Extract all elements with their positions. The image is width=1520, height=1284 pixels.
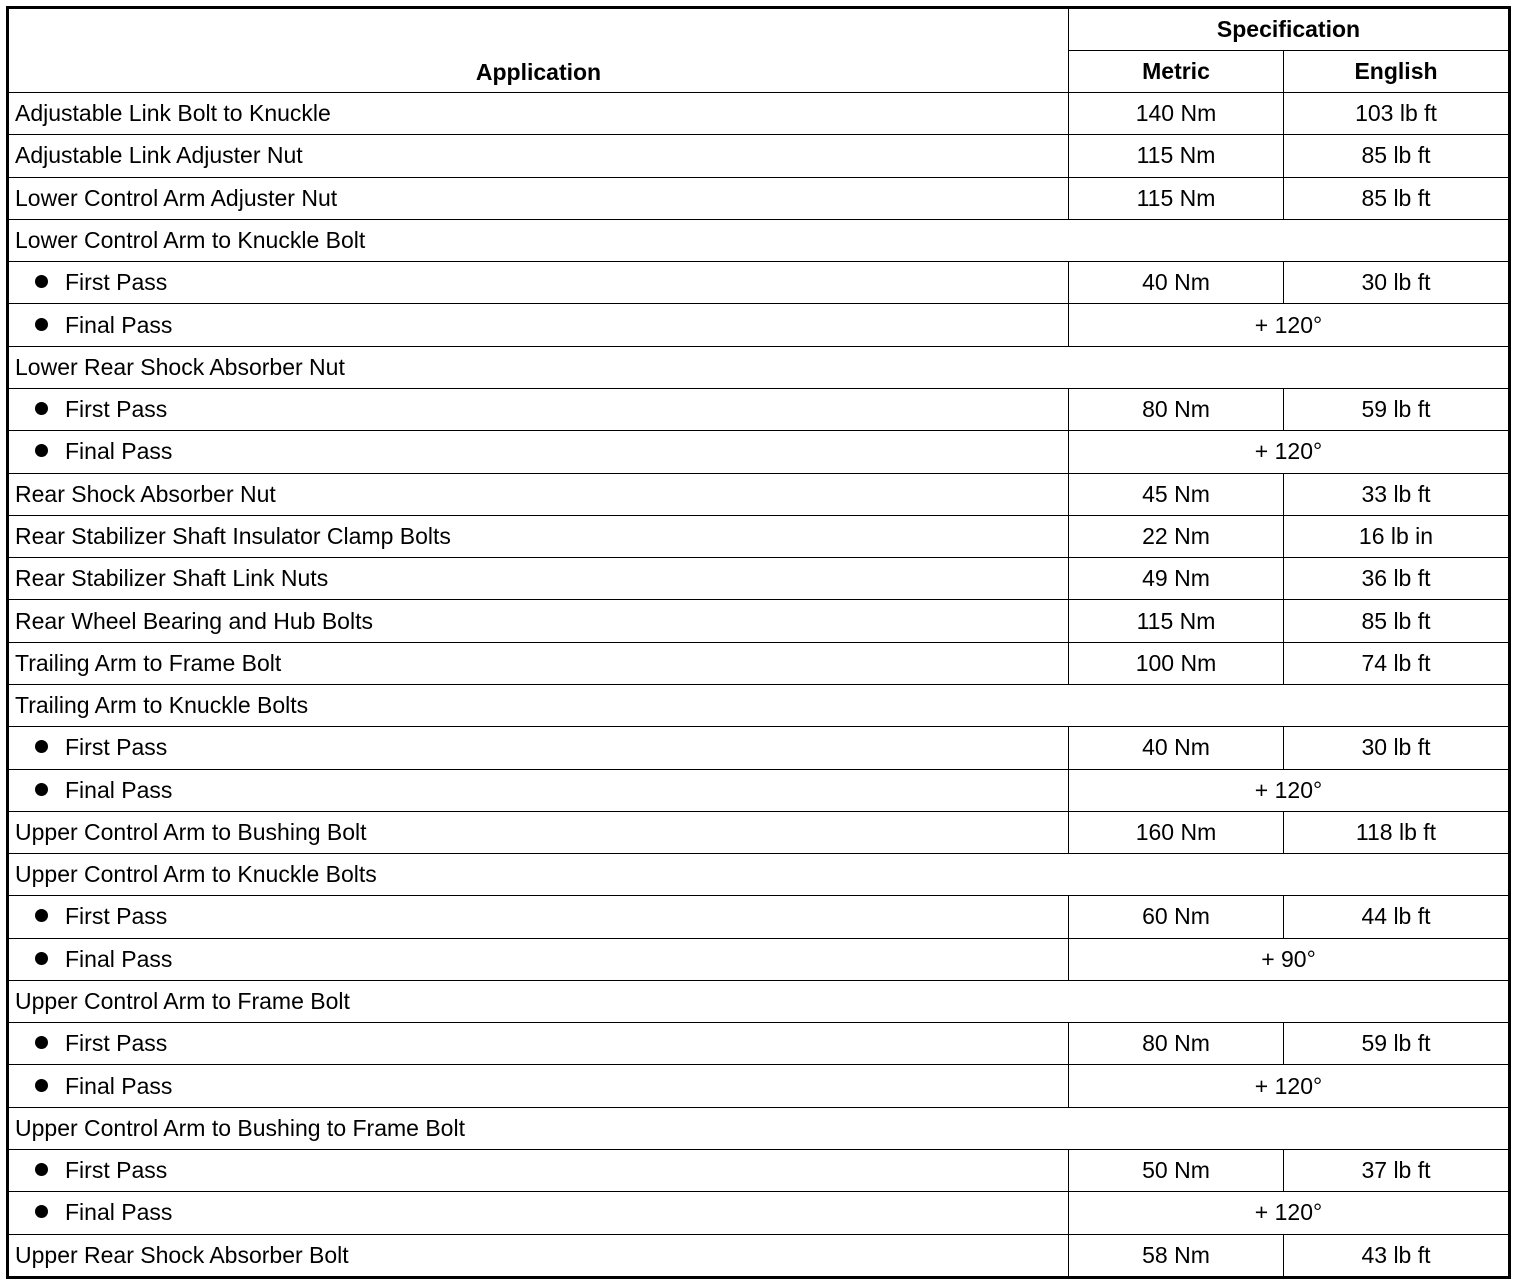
- table-row: [8, 980, 1510, 1022]
- sub-step-label-cell: [8, 727, 1069, 769]
- table-row: [8, 346, 1510, 388]
- table-row: [8, 219, 1510, 261]
- english-value: 74 lb ft: [1284, 642, 1510, 684]
- sub-step-label: First Pass: [65, 269, 168, 296]
- metric-value: 100 Nm: [1069, 642, 1284, 684]
- english-value: 85 lb ft: [1284, 177, 1510, 219]
- metric-value: 80 Nm: [1069, 1023, 1284, 1065]
- metric-value: 60 Nm: [1069, 896, 1284, 938]
- sub-step-label: Final Pass: [65, 1072, 173, 1099]
- bullet-icon: [35, 952, 48, 965]
- metric-value: 22 Nm: [1069, 515, 1284, 557]
- application-label: Adjustable Link Adjuster Nut: [8, 135, 1069, 177]
- table-row: [8, 304, 1510, 346]
- section-label: Lower Rear Shock Absorber Nut: [8, 346, 1510, 388]
- sub-step-label-cell: [8, 1192, 1069, 1234]
- english-value: 85 lb ft: [1284, 600, 1510, 642]
- metric-value: 115 Nm: [1069, 177, 1284, 219]
- table-row: [8, 515, 1510, 557]
- specification-header: Specification: [1069, 8, 1510, 51]
- sub-step-label: Final Pass: [65, 1199, 173, 1226]
- metric-value: 50 Nm: [1069, 1150, 1284, 1192]
- angle-value: + 120°: [1069, 304, 1510, 346]
- bullet-icon: [35, 1079, 48, 1092]
- application-label: Trailing Arm to Frame Bolt: [8, 642, 1069, 684]
- english-value: 37 lb ft: [1284, 1150, 1510, 1192]
- application-label: Rear Stabilizer Shaft Link Nuts: [8, 558, 1069, 600]
- english-value: 30 lb ft: [1284, 727, 1510, 769]
- bullet-icon: [35, 740, 48, 753]
- sub-step-label-cell: [8, 769, 1069, 811]
- english-value: 85 lb ft: [1284, 135, 1510, 177]
- sub-step-label-cell: [8, 1065, 1069, 1107]
- application-header: Application: [8, 8, 1069, 93]
- metric-value: 40 Nm: [1069, 262, 1284, 304]
- metric-value: 45 Nm: [1069, 473, 1284, 515]
- metric-value: 115 Nm: [1069, 600, 1284, 642]
- bullet-icon: [35, 1205, 48, 1218]
- bullet-icon: [35, 318, 48, 331]
- table-row: [8, 1065, 1510, 1107]
- bullet-icon: [35, 1036, 48, 1049]
- torque-specification-table: [6, 6, 1511, 1279]
- metric-value: 140 Nm: [1069, 93, 1284, 135]
- metric-value: 160 Nm: [1069, 811, 1284, 853]
- table-row: [8, 177, 1510, 219]
- english-value: 103 lb ft: [1284, 93, 1510, 135]
- sub-step-label-cell: [8, 896, 1069, 938]
- table-row: [8, 262, 1510, 304]
- english-value: 36 lb ft: [1284, 558, 1510, 600]
- angle-value: + 120°: [1069, 1065, 1510, 1107]
- sub-step-label-cell: [8, 938, 1069, 980]
- table-row: [8, 1107, 1510, 1149]
- bullet-icon: [35, 275, 48, 288]
- table-row: [8, 642, 1510, 684]
- table-row: [8, 93, 1510, 135]
- table-row: [8, 811, 1510, 853]
- table-row: [8, 1234, 1510, 1277]
- english-value: 44 lb ft: [1284, 896, 1510, 938]
- table-row: [8, 473, 1510, 515]
- sub-step-label-cell: [8, 1023, 1069, 1065]
- table-row: [8, 431, 1510, 473]
- sub-step-label-cell: [8, 262, 1069, 304]
- table-row: [8, 1023, 1510, 1065]
- table-row: [8, 558, 1510, 600]
- sub-step-label: First Pass: [65, 1030, 168, 1057]
- table-row: [8, 727, 1510, 769]
- application-label: Rear Stabilizer Shaft Insulator Clamp Bolts: [8, 515, 1069, 557]
- english-value: 59 lb ft: [1284, 388, 1510, 430]
- metric-value: 40 Nm: [1069, 727, 1284, 769]
- sub-step-label: First Pass: [65, 1157, 168, 1184]
- table-body: [8, 93, 1510, 1278]
- metric-value: 115 Nm: [1069, 135, 1284, 177]
- table-row: [8, 938, 1510, 980]
- table-header: [8, 8, 1510, 93]
- table-row: [8, 388, 1510, 430]
- sub-step-label: Final Pass: [65, 438, 173, 465]
- metric-value: 58 Nm: [1069, 1234, 1284, 1277]
- angle-value: + 90°: [1069, 938, 1510, 980]
- sub-step-label: Final Pass: [65, 311, 173, 338]
- angle-value: + 120°: [1069, 431, 1510, 473]
- bullet-icon: [35, 783, 48, 796]
- section-label: Lower Control Arm to Knuckle Bolt: [8, 219, 1510, 261]
- english-header: English: [1284, 51, 1510, 93]
- bullet-icon: [35, 444, 48, 457]
- sub-step-label: Final Pass: [65, 776, 173, 803]
- table-row: [8, 1150, 1510, 1192]
- sub-step-label-cell: [8, 1150, 1069, 1192]
- table-row: [8, 854, 1510, 896]
- section-label: Upper Control Arm to Frame Bolt: [8, 980, 1510, 1022]
- section-label: Upper Control Arm to Knuckle Bolts: [8, 854, 1510, 896]
- section-label: Trailing Arm to Knuckle Bolts: [8, 684, 1510, 726]
- bullet-icon: [35, 402, 48, 415]
- sub-step-label: Final Pass: [65, 945, 173, 972]
- table-row: [8, 684, 1510, 726]
- english-value: 16 lb in: [1284, 515, 1510, 557]
- sub-step-label-cell: [8, 388, 1069, 430]
- angle-value: + 120°: [1069, 769, 1510, 811]
- metric-header: Metric: [1069, 51, 1284, 93]
- english-value: 118 lb ft: [1284, 811, 1510, 853]
- application-label: Rear Wheel Bearing and Hub Bolts: [8, 600, 1069, 642]
- english-value: 33 lb ft: [1284, 473, 1510, 515]
- sub-step-label: First Pass: [65, 903, 168, 930]
- table-row: [8, 1192, 1510, 1234]
- angle-value: + 120°: [1069, 1192, 1510, 1234]
- header-row-top: [8, 8, 1510, 51]
- section-label: Upper Control Arm to Bushing to Frame Bolt: [8, 1107, 1510, 1149]
- application-label: Upper Control Arm to Bushing Bolt: [8, 811, 1069, 853]
- english-value: 43 lb ft: [1284, 1234, 1510, 1277]
- application-label: Upper Rear Shock Absorber Bolt: [8, 1234, 1069, 1277]
- english-value: 30 lb ft: [1284, 262, 1510, 304]
- application-label: Adjustable Link Bolt to Knuckle: [8, 93, 1069, 135]
- table-row: [8, 135, 1510, 177]
- table-row: [8, 769, 1510, 811]
- metric-value: 80 Nm: [1069, 388, 1284, 430]
- application-label: Rear Shock Absorber Nut: [8, 473, 1069, 515]
- application-label: Lower Control Arm Adjuster Nut: [8, 177, 1069, 219]
- sub-step-label: First Pass: [65, 396, 168, 423]
- sub-step-label: First Pass: [65, 734, 168, 761]
- sub-step-label-cell: [8, 304, 1069, 346]
- english-value: 59 lb ft: [1284, 1023, 1510, 1065]
- sub-step-label-cell: [8, 431, 1069, 473]
- bullet-icon: [35, 909, 48, 922]
- table-row: [8, 896, 1510, 938]
- table-row: [8, 600, 1510, 642]
- metric-value: 49 Nm: [1069, 558, 1284, 600]
- bullet-icon: [35, 1163, 48, 1176]
